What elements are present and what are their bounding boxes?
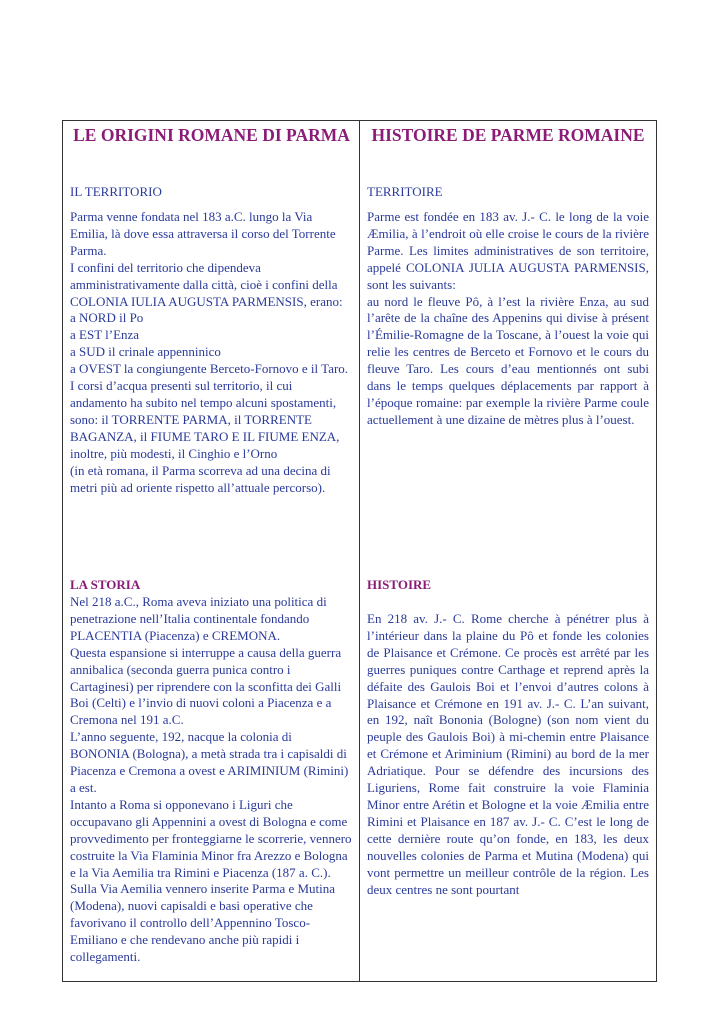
french-history-heading: HISTOIRE [367,577,432,592]
french-history-text: En 218 av. J.- C. Rome cherche à pénétrer plus à l’intérieur dans la plaine du Pô et fonde les colonies de Plaisance et Crémone. Ce procès est arrêté par les guerres puniques contre Carthage et reprend après la défaite des Gaulois Boi et l’envoi d’autres colons à Plaisance et Crémone en 191 av. J.- C. L’an suivant, en 192, naît Bononia (Bologne) (son nom vient du peuple des Gaulois Boi) à mi-chemin entre Plaisance et Crémone et Ariminium (Rimini) au bord de la mer Adriatique. Pour se défendre des incursions des Liguriens, Rome fait construire la voie Flaminia Minor entre Arétin et Bologne et la voie Æmilia entre Rimini et Plaisance en 187 av. J.- C. C’est le long de cette dernière route qu’on fonde, en 183, les deux nouvelles colonies de Parma et Mutina (Modena) qui vont permettre un meilleur contrôle de la région. Les deux centres ne sont pourtant [367,611,649,897]
french-title: HISTOIRE DE PARME ROMAINE [371,125,645,145]
french-territory-heading: TERRITOIRE [367,184,443,199]
italian-column [63,121,360,981]
french-column [360,121,656,981]
italian-history-text: Nel 218 a.C., Roma aveva iniziato una politica di penetrazione nell’Italia continentale fondando PLACENTIA (Piacenza) e CREMONA. Questa espansione si interruppe a causa della guerra annibalica (seconda guerra punica contro i Cartaginesi) per riprendere con la sconfitta dei Galli Boi (Celti) e l’invio di nuovi coloni a Piacenza e a Cremona nel 191 a.C. L’anno seguente, 192, nacque la colonia di BONONIA (Bologna), a metà strada tra i capisaldi di Piacenza e Cremona a ovest e ARIMINIUM (Rimini) a est. Intanto a Roma si opponevano i Liguri che occupavano gli Appennini a ovest di Bologna e come provvedimento per fronteggiarne le scorrerie, vennero costruite la Via Flaminia Minor fra Arezzo e Bologna e la Via Aemilia tra Rimini e Piacenza (187 a. C.). Sulla Via Aemilia vennero inserite Parma e Mutina (Modena), nuovi capisaldi e basi operative che favorivano il controllo dell’Appennino Tosco-Emiliano e che rendevano anche più rapidi i collegamenti. [70,594,352,965]
bilingual-table [62,120,657,982]
french-territory-text: Parme est fondée en 183 av. J.- C. le long de la voie Æmilia, à l’endroit où elle croise le cours de la rivière Parme. Les limites administratives de son territoire, appelé COLONIA JULIA AUGUSTA PARMENSIS, sont les suivants: au nord le fleuve Pô, à l’est la rivière Enza, au sud l’arête de la chaîne des Appenins qui divise à présent l’Émilie-Romagne de la Toscane, à l’ouest la voie qui relie les centres de Berceto et Fornovo et le cours du fleuve Taro. Les cours d’eau mentionnés ont subi dans le temps quelques déplacements par rapport à l’époque romaine: par exemple la rivière Parme coule actuellement à une dizaine de mètres plus à l’ouest. [367,209,649,427]
italian-territory-heading: IL TERRITORIO [70,184,162,199]
italian-history-heading: LA STORIA [70,577,141,592]
italian-territory-text: Parma venne fondata nel 183 a.C. lungo la Via Emilia, là dove essa attraversa il corso del Torrente Parma. I confini del territorio che dipendeva amministrativamente dalla città, cioè i confini della COLONIA IULIA AUGUSTA PARMENSIS, erano: a NORD il Po a EST l’Enza a SUD il crinale appenninico a OVEST la congiungente Berceto-Fornovo e il Taro. I corsi d’acqua presenti sul territorio, il cui andamento ha subito nel tempo alcuni spostamenti, sono: il TORRENTE PARMA, il TORRENTE BAGANZA, il FIUME TARO E IL FIUME ENZA, inoltre, più modesti, il Cinghio e l’Orno (in età romana, il Parma scorreva ad una decina di metri più ad oriente rispetto all’attuale percorso). [70,209,349,495]
italian-title: LE ORIGINI ROMANE DI PARMA [73,125,350,145]
